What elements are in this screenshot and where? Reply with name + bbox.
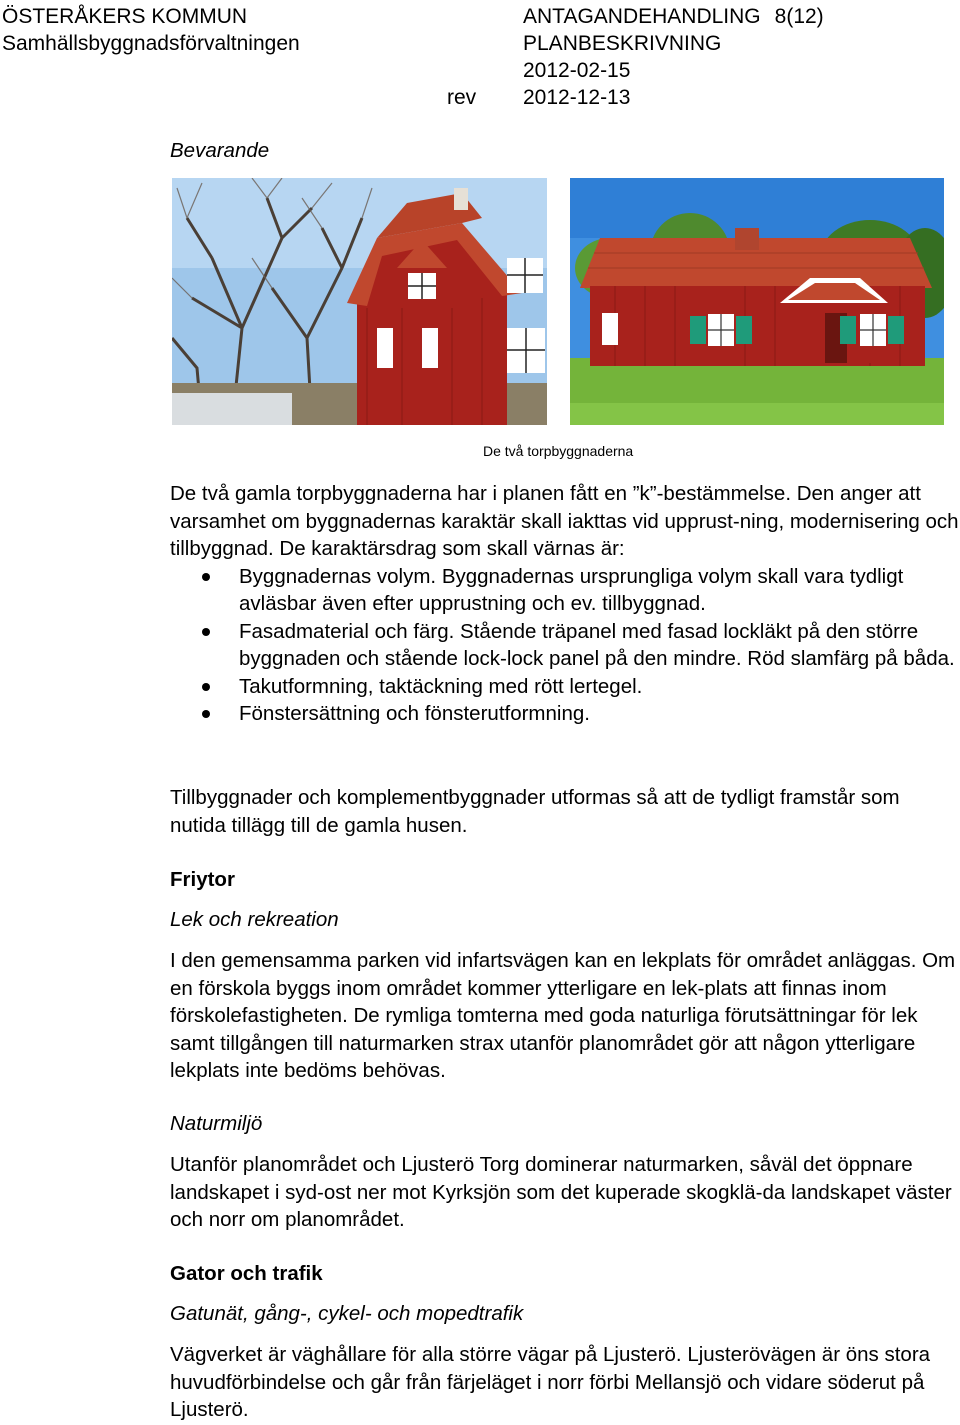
paragraph-gatunat: Vägverket är väghållare för alla större vägar på Ljusterö. Ljusterövägen är öns stora huvudförbindelse och går från färjeläget i norr förbi Mellansjö och vidare söderut på Ljusterö.: [170, 1343, 931, 1421]
subheading-lek-och-rekreation: Lek och rekreation: [170, 908, 339, 931]
heading-gator-och-trafik: Gator och trafik: [170, 1262, 323, 1285]
header-left: [2, 3, 300, 57]
photo-caption: De två torpbyggnaderna: [483, 443, 634, 459]
list-item: Byggnadernas volym. Byggnadernas ursprungliga volym skall vara tydligt avläsbar även efter upprustning och ev. tillbyggnad.: [170, 563, 960, 618]
list-item: Takutformning, taktäckning med rött lertegel.: [170, 673, 960, 701]
heading-bevarande: Bevarande: [170, 139, 270, 162]
department-name: Samhällsbyggnadsförvaltningen: [2, 32, 300, 55]
paragraph-lek: I den gemensamma parken vid infartsvägen kan en lekplats för området anläggas. Om en förskola byggs inom området kommer ytterligare en lek-plats att finnas inom förskolefastigheten. De rymliga tomterna med goda naturliga förutsättningar för lek samt tillgången till naturmarken strax utanför planområdet gör att någon ytterligare lekplats inte bedöms behövas.: [170, 949, 956, 1082]
paragraph-bevarande-intro: De två gamla torpbyggnaderna har i planen fått en ”k”-bestämmelse. Den anger att varsamhet om byggnadernas karaktär skall iakttas vid upprust-ning, modernisering och tillbyggnad. De karaktärsdrag som skall värnas är:: [170, 482, 959, 560]
revision-label: rev: [447, 86, 477, 109]
list-item: Fönstersättning och fönsterutformning.: [170, 700, 960, 728]
bullet-icon: [202, 683, 210, 691]
subheading-gatunat: Gatunät, gång-, cykel- och mopedtrafik: [170, 1302, 524, 1325]
section-bevarande-body: [170, 480, 960, 728]
photo-torp-large: [172, 178, 547, 425]
heading-friytor: Friytor: [170, 868, 235, 891]
bullet-icon: [202, 573, 210, 581]
page-number: 8(12): [774, 5, 824, 28]
bullet-icon: [202, 710, 210, 718]
document-date: 2012-02-15: [523, 59, 631, 82]
photo-torp-small: [570, 178, 944, 425]
list-item: Fasadmaterial och färg. Stående träpanel med fasad lockläkt på den större byggnaden och stående lock-lock panel på den mindre. Röd slamfärg på båda.: [170, 618, 960, 673]
paragraph-tillbyggnader: Tillbyggnader och komplementbyggnader utformas så att de tydligt framstår som nutida tillägg till de gamla husen.: [170, 786, 900, 837]
list-karaktarsdrag: [170, 563, 960, 728]
header-right: [447, 3, 824, 111]
bullet-icon: [202, 628, 210, 636]
paragraph-naturmiljo: Utanför planområdet och Ljusterö Torg dominerar naturmarken, såväl det öppnare landskapet i syd-ost ner mot Kyrksjön som det kuperade skogklä-da landskapet väster och norr om planområdet.: [170, 1153, 952, 1231]
org-name: ÖSTERÅKERS KOMMUN: [2, 5, 248, 28]
document-name: PLANBESKRIVNING: [523, 32, 722, 55]
subheading-naturmiljo: Naturmiljö: [170, 1112, 263, 1135]
revision-date: 2012-12-13: [523, 86, 631, 109]
document-type: ANTAGANDEHANDLING: [523, 5, 761, 28]
